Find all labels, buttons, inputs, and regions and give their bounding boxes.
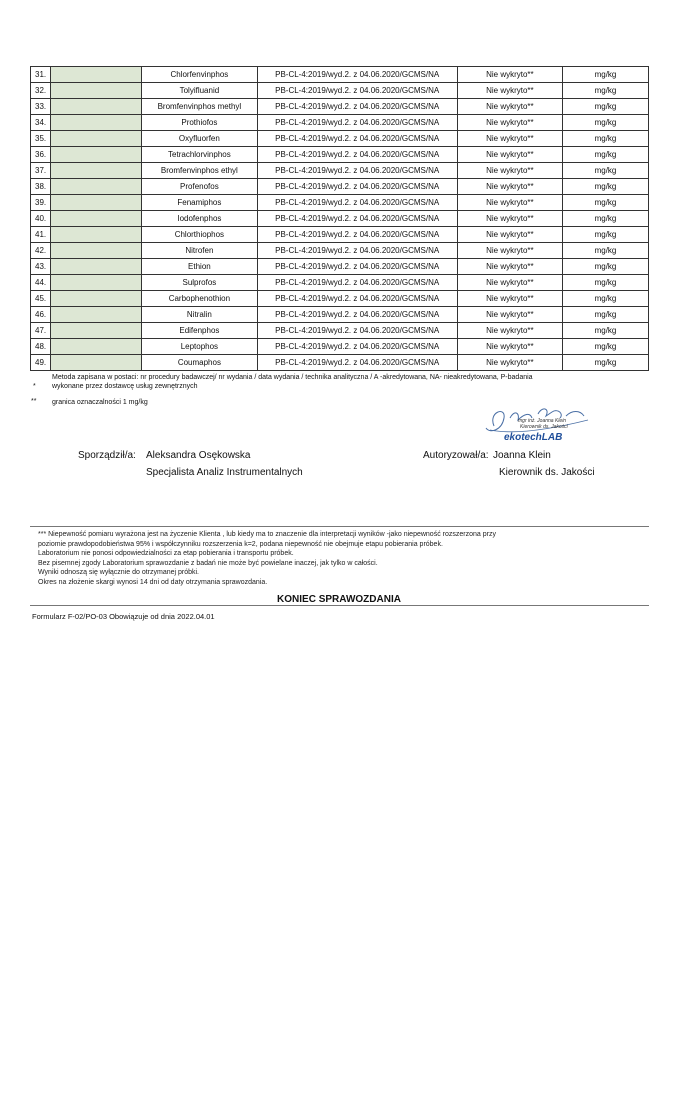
row-unit: mg/kg: [562, 275, 648, 291]
notes-line-5: Wyniki odnoszą się wyłącznie do otrzymanej próbki.: [38, 569, 200, 576]
row-method: PB-CL-4:2019/wyd.2. z 04.06.2020/GCMS/NA: [257, 243, 457, 259]
row-analyte: Profenofos: [142, 179, 257, 195]
row-number: 35.: [31, 131, 51, 147]
authorized-name: Joanna Klein: [493, 450, 551, 461]
row-analyte: Coumaphos: [142, 355, 257, 371]
row-method: PB-CL-4:2019/wyd.2. z 04.06.2020/GCMS/NA: [257, 147, 457, 163]
row-unit: mg/kg: [562, 355, 648, 371]
row-number: 46.: [31, 307, 51, 323]
row-result: Nie wykryto**: [457, 339, 562, 355]
end-of-report: KONIEC SPRAWOZDANIA: [277, 594, 401, 605]
row-method: PB-CL-4:2019/wyd.2. z 04.06.2020/GCMS/NA: [257, 339, 457, 355]
row-unit: mg/kg: [562, 243, 648, 259]
row-result: Nie wykryto**: [457, 115, 562, 131]
row-sample-cell: [51, 243, 142, 259]
row-number: 42.: [31, 243, 51, 259]
row-unit: mg/kg: [562, 339, 648, 355]
footnote-star1: *: [33, 383, 36, 390]
row-analyte: Nitralin: [142, 307, 257, 323]
notes-line-3: Laboratorium nie ponosi odpowiedzialności za etap pobierania i transportu próbek.: [38, 550, 294, 557]
row-unit: mg/kg: [562, 147, 648, 163]
row-unit: mg/kg: [562, 131, 648, 147]
row-unit: mg/kg: [562, 323, 648, 339]
row-number: 31.: [31, 67, 51, 83]
row-method: PB-CL-4:2019/wyd.2. z 04.06.2020/GCMS/NA: [257, 275, 457, 291]
row-unit: mg/kg: [562, 67, 648, 83]
row-method: PB-CL-4:2019/wyd.2. z 04.06.2020/GCMS/NA: [257, 259, 457, 275]
row-unit: mg/kg: [562, 211, 648, 227]
notes-line-1: *** Niepewność pomiaru wyrażona jest na życzenie Klienta , lub kiedy ma to znaczenie dla interpretacji wyników -jako niepewność rozszerzona przy: [38, 531, 496, 538]
row-analyte: Prothiofos: [142, 115, 257, 131]
table-row: [31, 147, 649, 163]
row-result: Nie wykryto**: [457, 259, 562, 275]
authorized-title: Kierownik ds. Jakości: [499, 467, 595, 478]
footnote-star2-text: granica oznaczalności 1 mg/kg: [52, 399, 148, 406]
row-method: PB-CL-4:2019/wyd.2. z 04.06.2020/GCMS/NA: [257, 83, 457, 99]
row-method: PB-CL-4:2019/wyd.2. z 04.06.2020/GCMS/NA: [257, 131, 457, 147]
row-result: Nie wykryto**: [457, 83, 562, 99]
row-unit: mg/kg: [562, 307, 648, 323]
row-result: Nie wykryto**: [457, 99, 562, 115]
row-sample-cell: [51, 163, 142, 179]
notes-line-4: Bez pisemnej zgody Laboratorium sprawozdanie z badań nie może być powielane inaczej, jak tylko w całości.: [38, 559, 378, 567]
row-unit: mg/kg: [562, 227, 648, 243]
row-result: Nie wykryto**: [457, 275, 562, 291]
form-footer: Formularz F-02/PO-03 Obowiązuje od dnia 2022.04.01: [32, 612, 215, 621]
row-number: 36.: [31, 147, 51, 163]
row-result: Nie wykryto**: [457, 355, 562, 371]
row-sample-cell: [51, 307, 142, 323]
row-analyte: Ethion: [142, 259, 257, 275]
table-row: [31, 259, 649, 275]
row-result: Nie wykryto**: [457, 195, 562, 211]
table-row: [31, 323, 649, 339]
results-table: [30, 66, 649, 371]
notes-line-6: Okres na złożenie skargi wynosi 14 dni od daty otrzymania sprawozdania.: [38, 578, 268, 586]
row-sample-cell: [51, 355, 142, 371]
prepared-label: Sporządził/a:: [78, 450, 136, 461]
row-analyte: Chlorthiophos: [142, 227, 257, 243]
row-method: PB-CL-4:2019/wyd.2. z 04.06.2020/GCMS/NA: [257, 99, 457, 115]
notes-divider: [30, 526, 649, 527]
row-method: PB-CL-4:2019/wyd.2. z 04.06.2020/GCMS/NA: [257, 163, 457, 179]
row-method: PB-CL-4:2019/wyd.2. z 04.06.2020/GCMS/NA: [257, 115, 457, 131]
table-row: [31, 131, 649, 147]
row-number: 32.: [31, 83, 51, 99]
row-analyte: Tetrachlorvinphos: [142, 147, 257, 163]
row-unit: mg/kg: [562, 259, 648, 275]
table-row: [31, 83, 649, 99]
row-result: Nie wykryto**: [457, 131, 562, 147]
authorized-label: Autoryzował/a:: [423, 450, 489, 461]
row-number: 44.: [31, 275, 51, 291]
row-unit: mg/kg: [562, 99, 648, 115]
footnote-star1-text: wykonane przez dostawcę usług zewnętrznych: [52, 383, 198, 390]
row-sample-cell: [51, 131, 142, 147]
row-method: PB-CL-4:2019/wyd.2. z 04.06.2020/GCMS/NA: [257, 67, 457, 83]
row-result: Nie wykryto**: [457, 243, 562, 259]
table-row: [31, 67, 649, 83]
row-result: Nie wykryto**: [457, 67, 562, 83]
row-number: 37.: [31, 163, 51, 179]
table-row: [31, 115, 649, 131]
row-unit: mg/kg: [562, 115, 648, 131]
row-method: PB-CL-4:2019/wyd.2. z 04.06.2020/GCMS/NA: [257, 195, 457, 211]
table-row: [31, 307, 649, 323]
table-row: [31, 339, 649, 355]
row-method: PB-CL-4:2019/wyd.2. z 04.06.2020/GCMS/NA: [257, 291, 457, 307]
row-result: Nie wykryto**: [457, 291, 562, 307]
table-row: [31, 163, 649, 179]
table-row: [31, 243, 649, 259]
table-row: [31, 355, 649, 371]
footnote-star2: **: [31, 398, 37, 405]
row-analyte: Tolyifluanid: [142, 83, 257, 99]
table-row: [31, 179, 649, 195]
row-analyte: Bromfenvinphos methyl: [142, 99, 257, 115]
row-unit: mg/kg: [562, 163, 648, 179]
table-row: [31, 211, 649, 227]
row-analyte: Chlorfenvinphos: [142, 67, 257, 83]
row-sample-cell: [51, 211, 142, 227]
row-unit: mg/kg: [562, 179, 648, 195]
row-number: 33.: [31, 99, 51, 115]
row-sample-cell: [51, 179, 142, 195]
row-method: PB-CL-4:2019/wyd.2. z 04.06.2020/GCMS/NA: [257, 211, 457, 227]
row-sample-cell: [51, 99, 142, 115]
row-analyte: Bromfenvinphos ethyl: [142, 163, 257, 179]
row-sample-cell: [51, 67, 142, 83]
row-result: Nie wykryto**: [457, 147, 562, 163]
results-table-body: [31, 67, 649, 371]
row-number: 39.: [31, 195, 51, 211]
row-number: 38.: [31, 179, 51, 195]
prepared-name: Aleksandra Osękowska: [146, 450, 251, 461]
table-row: [31, 291, 649, 307]
stamp-name: mgr inż. Joanna Klein: [518, 418, 567, 424]
row-analyte: Iodofenphos: [142, 211, 257, 227]
row-analyte: Oxyfluorfen: [142, 131, 257, 147]
row-analyte: Sulprofos: [142, 275, 257, 291]
row-analyte: Nitrofen: [142, 243, 257, 259]
table-row: [31, 227, 649, 243]
row-analyte: Edifenphos: [142, 323, 257, 339]
notes-line-2: poziomie prawdopodobieństwa 95% i współczynniku rozszerzenia k=2, podana niepewność nie obejmuje etapu pobierania próbek.: [38, 540, 443, 548]
row-number: 48.: [31, 339, 51, 355]
stamp-title: Kierownik ds. Jakości: [520, 424, 568, 430]
row-sample-cell: [51, 195, 142, 211]
end-divider: [30, 605, 649, 606]
row-result: Nie wykryto**: [457, 163, 562, 179]
row-method: PB-CL-4:2019/wyd.2. z 04.06.2020/GCMS/NA: [257, 323, 457, 339]
row-sample-cell: [51, 259, 142, 275]
row-sample-cell: [51, 83, 142, 99]
row-unit: mg/kg: [562, 83, 648, 99]
row-unit: mg/kg: [562, 195, 648, 211]
row-sample-cell: [51, 291, 142, 307]
row-number: 40.: [31, 211, 51, 227]
table-row: [31, 195, 649, 211]
row-sample-cell: [51, 115, 142, 131]
prepared-title: Specjalista Analiz Instrumentalnych: [146, 467, 303, 478]
row-number: 49.: [31, 355, 51, 371]
row-method: PB-CL-4:2019/wyd.2. z 04.06.2020/GCMS/NA: [257, 227, 457, 243]
row-method: PB-CL-4:2019/wyd.2. z 04.06.2020/GCMS/NA: [257, 307, 457, 323]
row-sample-cell: [51, 323, 142, 339]
row-analyte: Fenamiphos: [142, 195, 257, 211]
row-number: 47.: [31, 323, 51, 339]
row-number: 45.: [31, 291, 51, 307]
row-method: PB-CL-4:2019/wyd.2. z 04.06.2020/GCMS/NA: [257, 355, 457, 371]
row-method: PB-CL-4:2019/wyd.2. z 04.06.2020/GCMS/NA: [257, 179, 457, 195]
signature-stamp: [480, 400, 600, 448]
table-row: [31, 275, 649, 291]
row-analyte: Leptophos: [142, 339, 257, 355]
table-row: [31, 99, 649, 115]
row-result: Nie wykryto**: [457, 307, 562, 323]
ekotech-logo: ekotechLAB: [504, 432, 563, 443]
row-result: Nie wykryto**: [457, 323, 562, 339]
row-sample-cell: [51, 339, 142, 355]
method-footnote: Metoda zapisana w postaci: nr procedury badawczej/ nr wydania / data wydania / technika analityczna / A -akredytowana, NA- nieakredytowana, P-badania: [52, 374, 533, 381]
row-sample-cell: [51, 227, 142, 243]
row-number: 41.: [31, 227, 51, 243]
row-sample-cell: [51, 147, 142, 163]
row-sample-cell: [51, 275, 142, 291]
row-result: Nie wykryto**: [457, 179, 562, 195]
row-number: 34.: [31, 115, 51, 131]
row-analyte: Carbophenothion: [142, 291, 257, 307]
row-result: Nie wykryto**: [457, 211, 562, 227]
row-unit: mg/kg: [562, 291, 648, 307]
row-result: Nie wykryto**: [457, 227, 562, 243]
row-number: 43.: [31, 259, 51, 275]
